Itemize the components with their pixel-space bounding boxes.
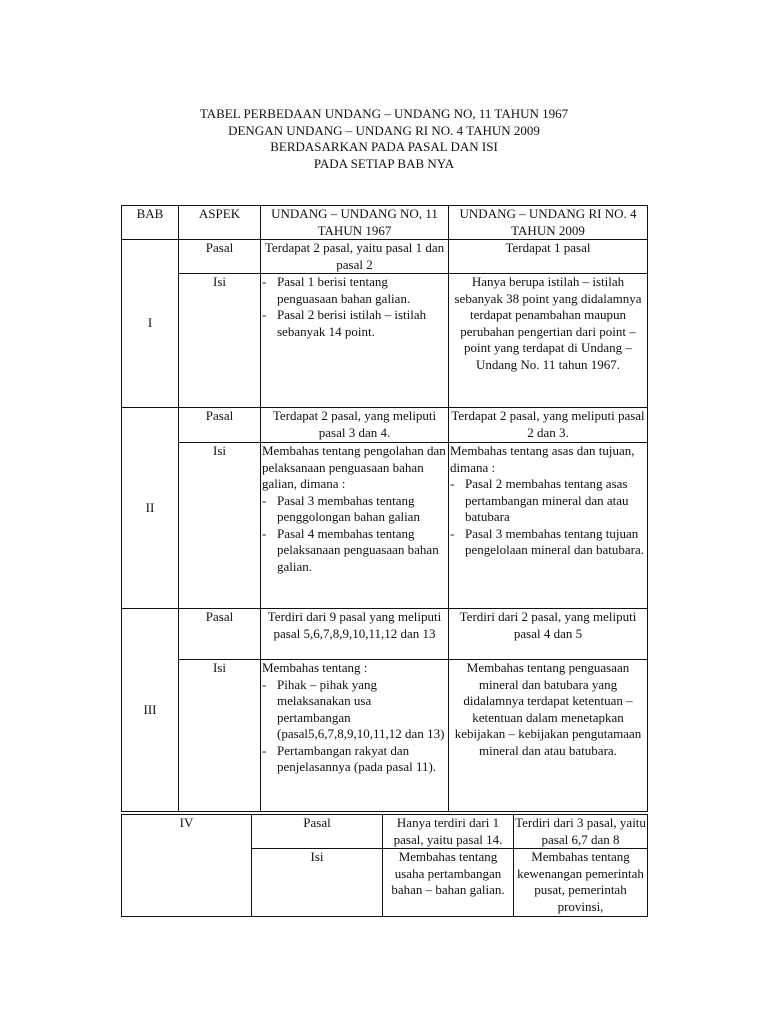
cell-intro: Membahas tentang :: [262, 660, 368, 675]
aspek-cell: Isi: [179, 274, 261, 408]
table-row: [122, 408, 648, 443]
list-item: - Pasal 4 membahas tentang pelaksanaan penguasaan bahan galian.: [262, 526, 447, 576]
document-title: [0, 106, 768, 172]
uu1967-cell: [261, 274, 449, 408]
uu1967-cell: Terdiri dari 9 pasal yang meliputi pasal 5,6,7,8,9,10,11,12 dan 13: [261, 609, 449, 660]
aspek-cell: Isi: [179, 660, 261, 812]
aspek-cell: Pasal: [252, 815, 383, 849]
uu1967-cell: Membahas tentang usaha pertambangan bahan – bahan galian.: [383, 849, 514, 917]
list-item: - Pasal 1 berisi tentang penguasaan bahan galian.: [262, 274, 447, 307]
uu1967-cell: [261, 660, 449, 812]
title-line-4: PADA SETIAP BAB NYA: [313, 155, 455, 171]
list-item: - Pasal 2 membahas tentang asas pertambangan mineral dan atau batubara: [450, 476, 646, 526]
header-aspek: ASPEK: [179, 206, 261, 240]
bab-label: I: [122, 240, 179, 408]
uu2009-cell: Terdiri dari 3 pasal, yaitu pasal 6,7 dan 8: [515, 815, 646, 847]
table-row: [122, 240, 648, 274]
table-row: [122, 815, 648, 849]
uu2009-cell: [449, 443, 648, 609]
bab-label: IV: [122, 815, 252, 917]
aspek-cell: Pasal: [179, 609, 261, 660]
list-item: - Pasal 3 membahas tentang tujuan pengelolaan mineral dan batubara.: [450, 526, 646, 559]
uu1967-cell: Hanya terdiri dari 1 pasal, yaitu pasal 14.: [383, 815, 514, 849]
bullet-list: [450, 476, 646, 559]
bullet-list: [262, 677, 447, 776]
aspek-cell: Isi: [179, 443, 261, 609]
bullet-list: [262, 493, 447, 576]
comparison-table: [121, 205, 648, 812]
title-line-2: DENGAN UNDANG – UNDANG RI NO. 4 TAHUN 2009: [228, 122, 540, 138]
aspek-cell: Isi: [252, 849, 383, 917]
table-row: [122, 274, 648, 408]
header-row: [122, 206, 648, 240]
list-item: - Pihak – pihak yang melaksanakan usa pertambangan (pasal5,6,7,8,9,10,11,12 dan 13): [262, 677, 447, 743]
header-bab: BAB: [122, 206, 179, 240]
bab-label: II: [122, 408, 179, 609]
list-item: - Pasal 3 membahas tentang penggolongan bahan galian: [262, 493, 447, 526]
table-row: [122, 609, 648, 660]
uu1967-cell: Terdapat 2 pasal, yang meliputi pasal 3 dan 4.: [261, 408, 449, 443]
list-item: - Pertambangan rakyat dan penjelasannya (pada pasal 11).: [262, 743, 447, 776]
header-uu1967: UNDANG – UNDANG NO, 11 TAHUN 1967: [261, 206, 449, 240]
table-row: [122, 660, 648, 812]
aspek-cell: Pasal: [179, 240, 261, 274]
aspek-cell: Pasal: [179, 408, 261, 443]
cell-intro: Membahas tentang asas dan tujuan, dimana :: [450, 443, 635, 475]
header-uu2009: UNDANG – UNDANG RI NO. 4 TAHUN 2009: [449, 206, 648, 240]
bullet-list: [262, 274, 447, 340]
bab-label: III: [122, 609, 179, 812]
title-line-3: BERDASARKAN PADA PASAL DAN ISI: [270, 139, 498, 154]
title-line-1: TABEL PERBEDAAN UNDANG – UNDANG NO, 11 TAHUN 1967: [199, 106, 569, 121]
cell-intro: Membahas tentang pengolahan dan pelaksanaan penguasaan bahan galian, dimana :: [262, 443, 446, 491]
uu2009-cell: Hanya berupa istilah – istilah sebanyak 38 point yang didalamnya terdapat penambahan maupun perubahan pengertian dari point – point yang terdapat di Undang – Undang No. 11 tahun 1967.: [449, 274, 648, 408]
uu2009-cell: Membahas tentang kewenangan pemerintah pusat, pemerintah provinsi,: [514, 849, 648, 917]
uu2009-cell: Terdapat 1 pasal: [449, 240, 648, 274]
list-item: - Pasal 2 berisi istilah – istilah sebanyak 14 point.: [262, 307, 447, 340]
uu1967-cell: Terdapat 2 pasal, yaitu pasal 1 dan pasal 2: [261, 240, 449, 274]
uu1967-cell: [261, 443, 449, 609]
uu2009-cell: Terdapat 2 pasal, yang meliputi pasal 2 dan 3.: [449, 408, 648, 443]
uu2009-cell: Membahas tentang penguasaan mineral dan batubara yang didalamnya terdapat ketentuan – ketentuan dalam menetapkan kebijakan – kebijakan pengutamaan mineral dan atau batubara.: [449, 660, 648, 812]
table-row: [122, 443, 648, 609]
comparison-table-bab-iv: [121, 814, 648, 917]
uu2009-cell: Terdiri dari 2 pasal, yang meliputi pasal 4 dan 5: [449, 609, 648, 660]
